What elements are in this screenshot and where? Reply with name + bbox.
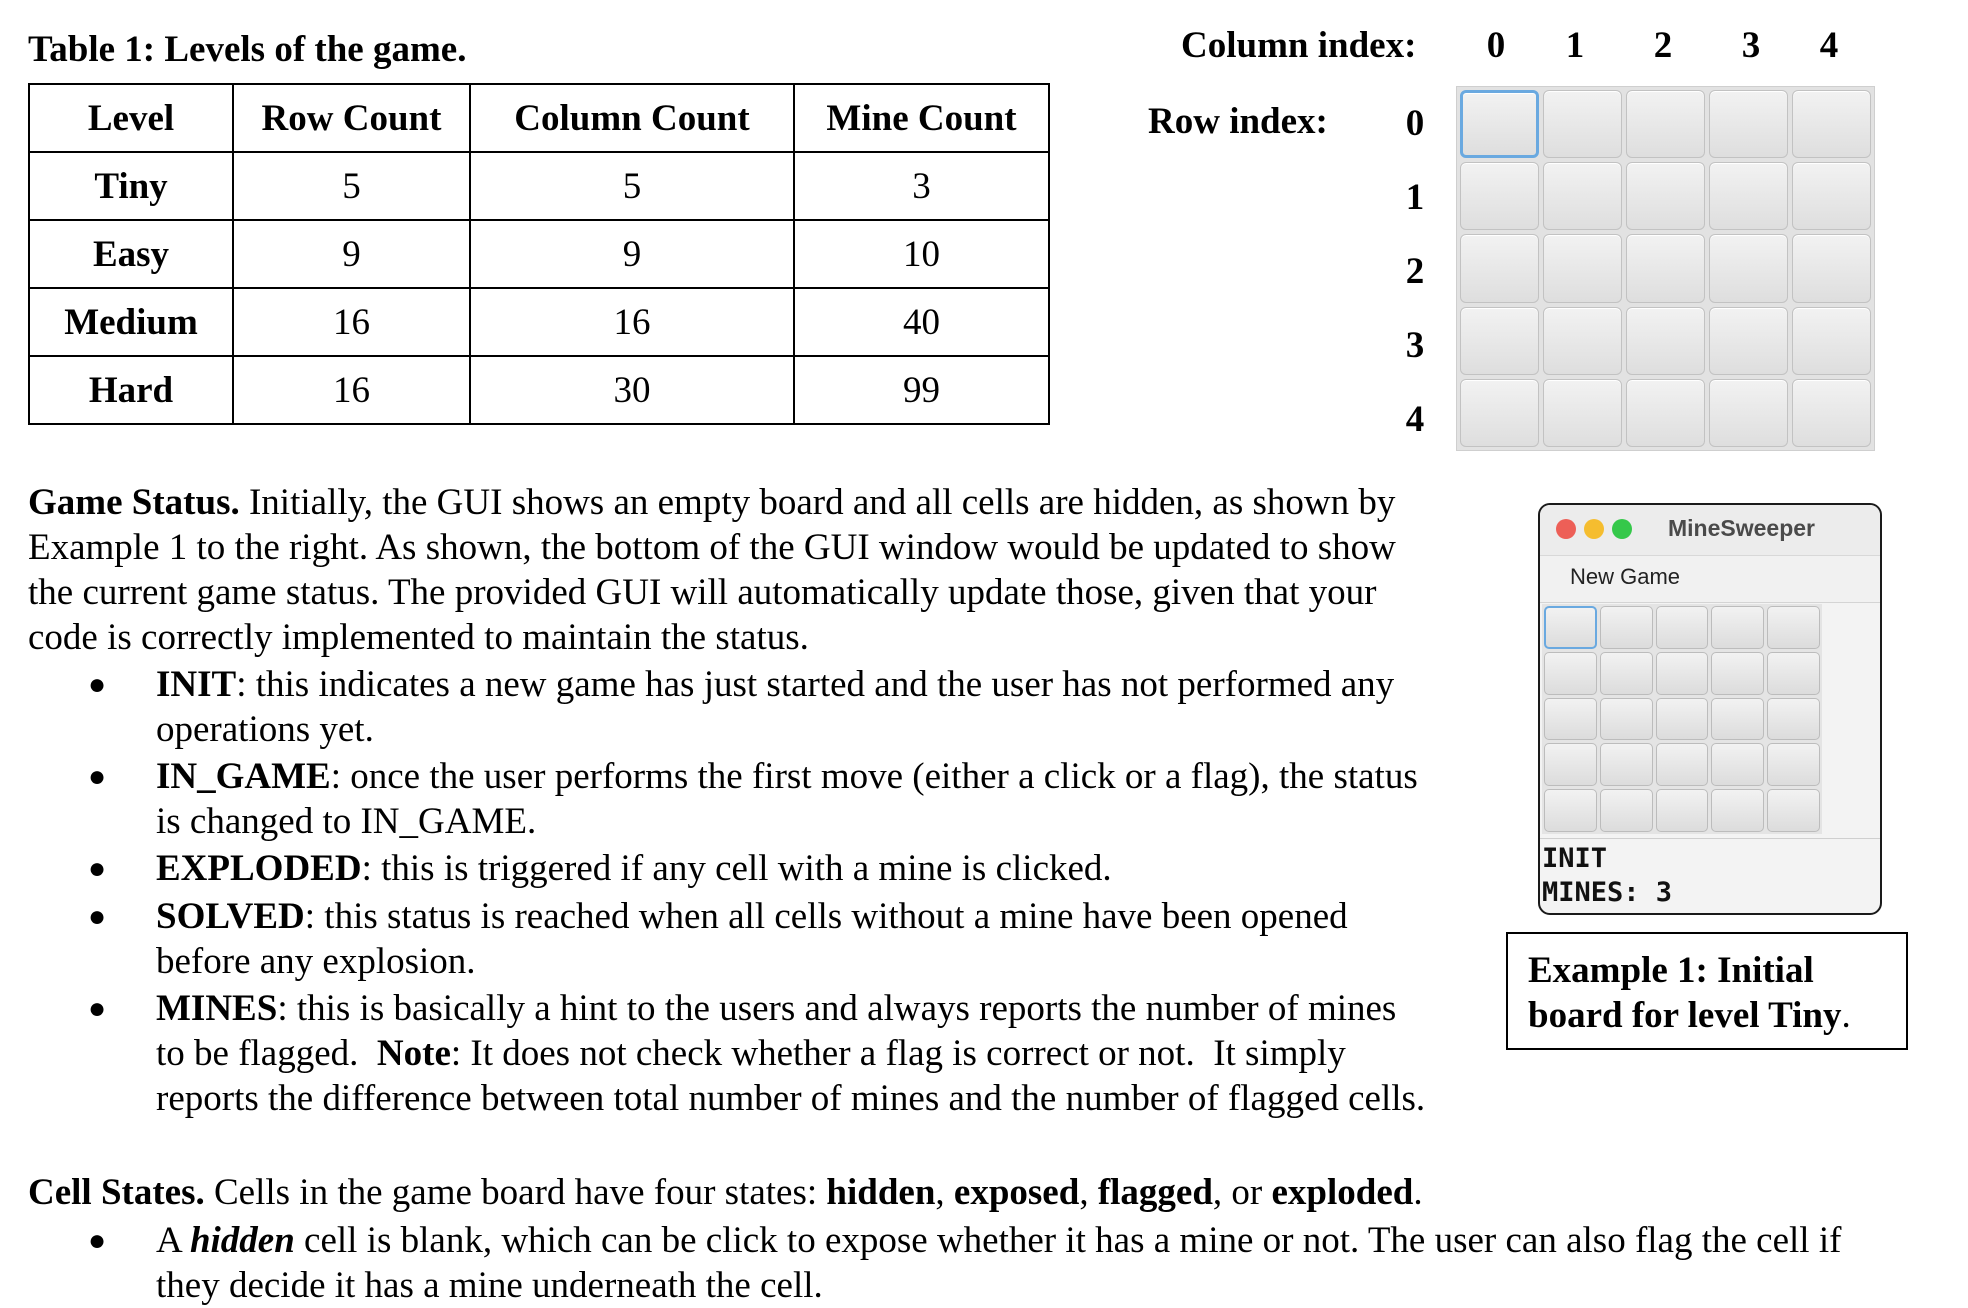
board-cell [1709,379,1788,447]
separator: , or [1212,1172,1272,1213]
board-cell[interactable] [1600,652,1653,695]
board-cell [1460,379,1539,447]
minimize-button[interactable] [1584,519,1604,539]
board-cell[interactable] [1711,789,1764,832]
window-title: MineSweeper [1668,515,1815,541]
board-cell [1709,90,1788,158]
bullet-in-game [156,754,1418,799]
bullet-dot: ● [88,992,107,1025]
table-row [29,152,1049,220]
bullet-mines [156,986,1396,1031]
bullet-text: cell is blank, which can be click to expose whether it has a mine or not. The user can also flag the cell if [294,1220,1842,1261]
new-game-menu[interactable]: New Game [1570,564,1681,589]
state-term: exposed [953,1172,1080,1213]
column-index-label: Column index: [1181,25,1417,66]
table-row [29,356,1049,424]
column-index-number: 2 [1653,25,1673,66]
game-status-text: Initially, the GUI shows an empty board and all cells are hidden, as shown by [239,482,1396,523]
mine-count: 40 [794,288,1049,356]
status-term: EXPLODED [156,848,362,889]
bullet-text: reports the difference between total number of mines and the number of flagged cells. [156,1078,1426,1119]
cell-states-line [28,1170,1423,1215]
bullet-dot: ● [88,852,107,885]
board-cell [1626,307,1705,375]
board-cell [1709,162,1788,230]
bullet-text: to be flagged. [156,1033,377,1074]
board-cell[interactable] [1544,698,1597,741]
status-divider [1540,838,1880,839]
example-caption-box [1506,932,1908,1050]
board-cell[interactable] [1767,789,1820,832]
bullet-text: : this indicates a new game has just started and the user has not performed any [236,664,1395,705]
separator: . [1413,1172,1423,1213]
board-cell[interactable] [1767,743,1820,786]
game-status-heading: Game Status. [28,482,240,523]
bullet-text: operations yet. [156,709,374,750]
board-cell[interactable] [1600,789,1653,832]
board-cell[interactable] [1544,743,1597,786]
bullet-dot: ● [88,1224,107,1257]
row-index-number: 2 [1405,251,1425,292]
board-cell[interactable] [1711,698,1764,741]
separator: , [935,1172,954,1213]
board-cell [1709,234,1788,302]
bullet-mines-line [156,1031,1346,1076]
board-cell [1460,307,1539,375]
board-cell[interactable] [1656,606,1709,649]
state-term: flagged [1097,1172,1213,1213]
table-row [29,288,1049,356]
level-name: Easy [29,220,233,288]
bullet-text: : It does not check whether a flag is correct or not. It simply [450,1033,1346,1074]
board-cell[interactable] [1544,652,1597,695]
bullet-dot: ● [88,900,107,933]
state-term: hidden [826,1172,936,1213]
status-term: IN_GAME [156,756,331,797]
zoom-button[interactable] [1612,519,1632,539]
mine-count: 99 [794,356,1049,424]
bullet-solved [156,894,1348,939]
column-count: 9 [470,220,794,288]
header-mine-count: Mine Count [794,84,1049,152]
column-count: 5 [470,152,794,220]
board-cell[interactable] [1711,652,1764,695]
board-cell[interactable] [1711,743,1764,786]
game-status-line: code is correctly implemented to maintain the status. [28,617,809,658]
index-board [1456,86,1875,451]
board-cell [1792,90,1871,158]
bullet-init [156,662,1394,707]
row-index-label: Row index: [1148,101,1328,142]
mine-count: 10 [794,220,1049,288]
bullet-hidden [156,1218,1841,1263]
board-cell[interactable] [1656,652,1709,695]
minesweeper-window [1538,503,1882,915]
separator: , [1079,1172,1098,1213]
board-cell[interactable] [1656,698,1709,741]
board-cell[interactable] [1600,698,1653,741]
state-term: exploded [1271,1172,1414,1213]
row-count: 16 [233,288,470,356]
board-cell [1709,307,1788,375]
game-status-line [28,480,1395,525]
column-index-number: 4 [1819,25,1839,66]
status-term: SOLVED [156,896,305,937]
column-index-number: 3 [1741,25,1761,66]
status-term: MINES [156,988,278,1029]
board-cell [1543,90,1622,158]
example-caption-text: Example 1: Initial board for level Tiny [1528,950,1842,1036]
board-cell [1626,90,1705,158]
row-index-number: 0 [1405,103,1425,144]
bullet-text: : once the user performs the first move (either a click or a flag), the status [330,756,1418,797]
board-cell [1626,379,1705,447]
bullet-text: is changed to IN_GAME. [156,801,537,842]
bullet-dot: ● [88,668,107,701]
game-board [1542,604,1822,834]
bullet-text: before any explosion. [156,941,476,982]
board-cell [1543,234,1622,302]
board-cell [1792,307,1871,375]
column-count: 30 [470,356,794,424]
row-index-number: 4 [1405,399,1425,440]
row-count: 5 [233,152,470,220]
board-cell [1543,162,1622,230]
mine-count: 3 [794,152,1049,220]
cell-states-text: Cells in the game board have four states: [204,1172,827,1213]
board-cell [1543,307,1622,375]
board-cell [1792,379,1871,447]
bullet-dot: ● [88,760,107,793]
close-button[interactable] [1556,519,1576,539]
bullet-exploded [156,846,1112,891]
header-level: Level [29,84,233,152]
board-cell[interactable] [1711,606,1764,649]
level-name: Hard [29,356,233,424]
game-status-line: the current game status. The provided GUI will automatically update those, given that your [28,572,1377,613]
status-term: INIT [156,664,237,705]
board-cell [1460,234,1539,302]
level-name: Medium [29,288,233,356]
bullet-text: : this is triggered if any cell with a mine is clicked. [361,848,1112,889]
levels-table [28,83,1050,425]
board-cell[interactable] [1767,698,1820,741]
game-status-line: Example 1 to the right. As shown, the bottom of the GUI window would be updated to show [28,527,1396,568]
row-count: 16 [233,356,470,424]
row-index-number: 1 [1405,177,1425,218]
column-count: 16 [470,288,794,356]
board-cell[interactable] [1767,606,1820,649]
board-cell [1792,234,1871,302]
bullet-text: : this is basically a hint to the users and always reports the number of mines [277,988,1397,1029]
bullet-text: they decide it has a mine underneath the cell. [156,1265,823,1306]
board-cell[interactable] [1767,652,1820,695]
board-cell [1543,379,1622,447]
game-status-label: INIT [1542,843,1608,874]
table-header-row [29,84,1049,152]
board-cell[interactable] [1656,743,1709,786]
example-caption [1528,948,1898,1038]
example-caption-end: . [1841,995,1851,1036]
column-index-number: 0 [1486,25,1506,66]
cell-states-heading: Cell States. [28,1172,205,1213]
table-row [29,220,1049,288]
bullet-text: : this status is reached when all cells without a mine have been opened [304,896,1348,937]
header-row-count: Row Count [233,84,470,152]
note-term: Note [376,1033,451,1074]
row-index-number: 3 [1405,325,1425,366]
window-menubar [1540,556,1880,603]
mines-count-label: MINES: 3 [1542,877,1673,908]
board-cell[interactable] [1600,743,1653,786]
board-cell[interactable] [1600,606,1653,649]
board-cell [1626,234,1705,302]
board-cell [1460,90,1539,158]
board-cell [1460,162,1539,230]
board-cell[interactable] [1656,789,1709,832]
row-count: 9 [233,220,470,288]
board-cell[interactable] [1544,789,1597,832]
board-cell [1626,162,1705,230]
window-titlebar [1540,505,1880,556]
board-cell[interactable] [1544,606,1597,649]
header-column-count: Column Count [470,84,794,152]
column-index-number: 1 [1565,25,1585,66]
bullet-text: A [156,1220,190,1261]
table-caption: Table 1: Levels of the game. [28,29,467,70]
level-name: Tiny [29,152,233,220]
hidden-term: hidden [189,1220,295,1261]
board-cell [1792,162,1871,230]
